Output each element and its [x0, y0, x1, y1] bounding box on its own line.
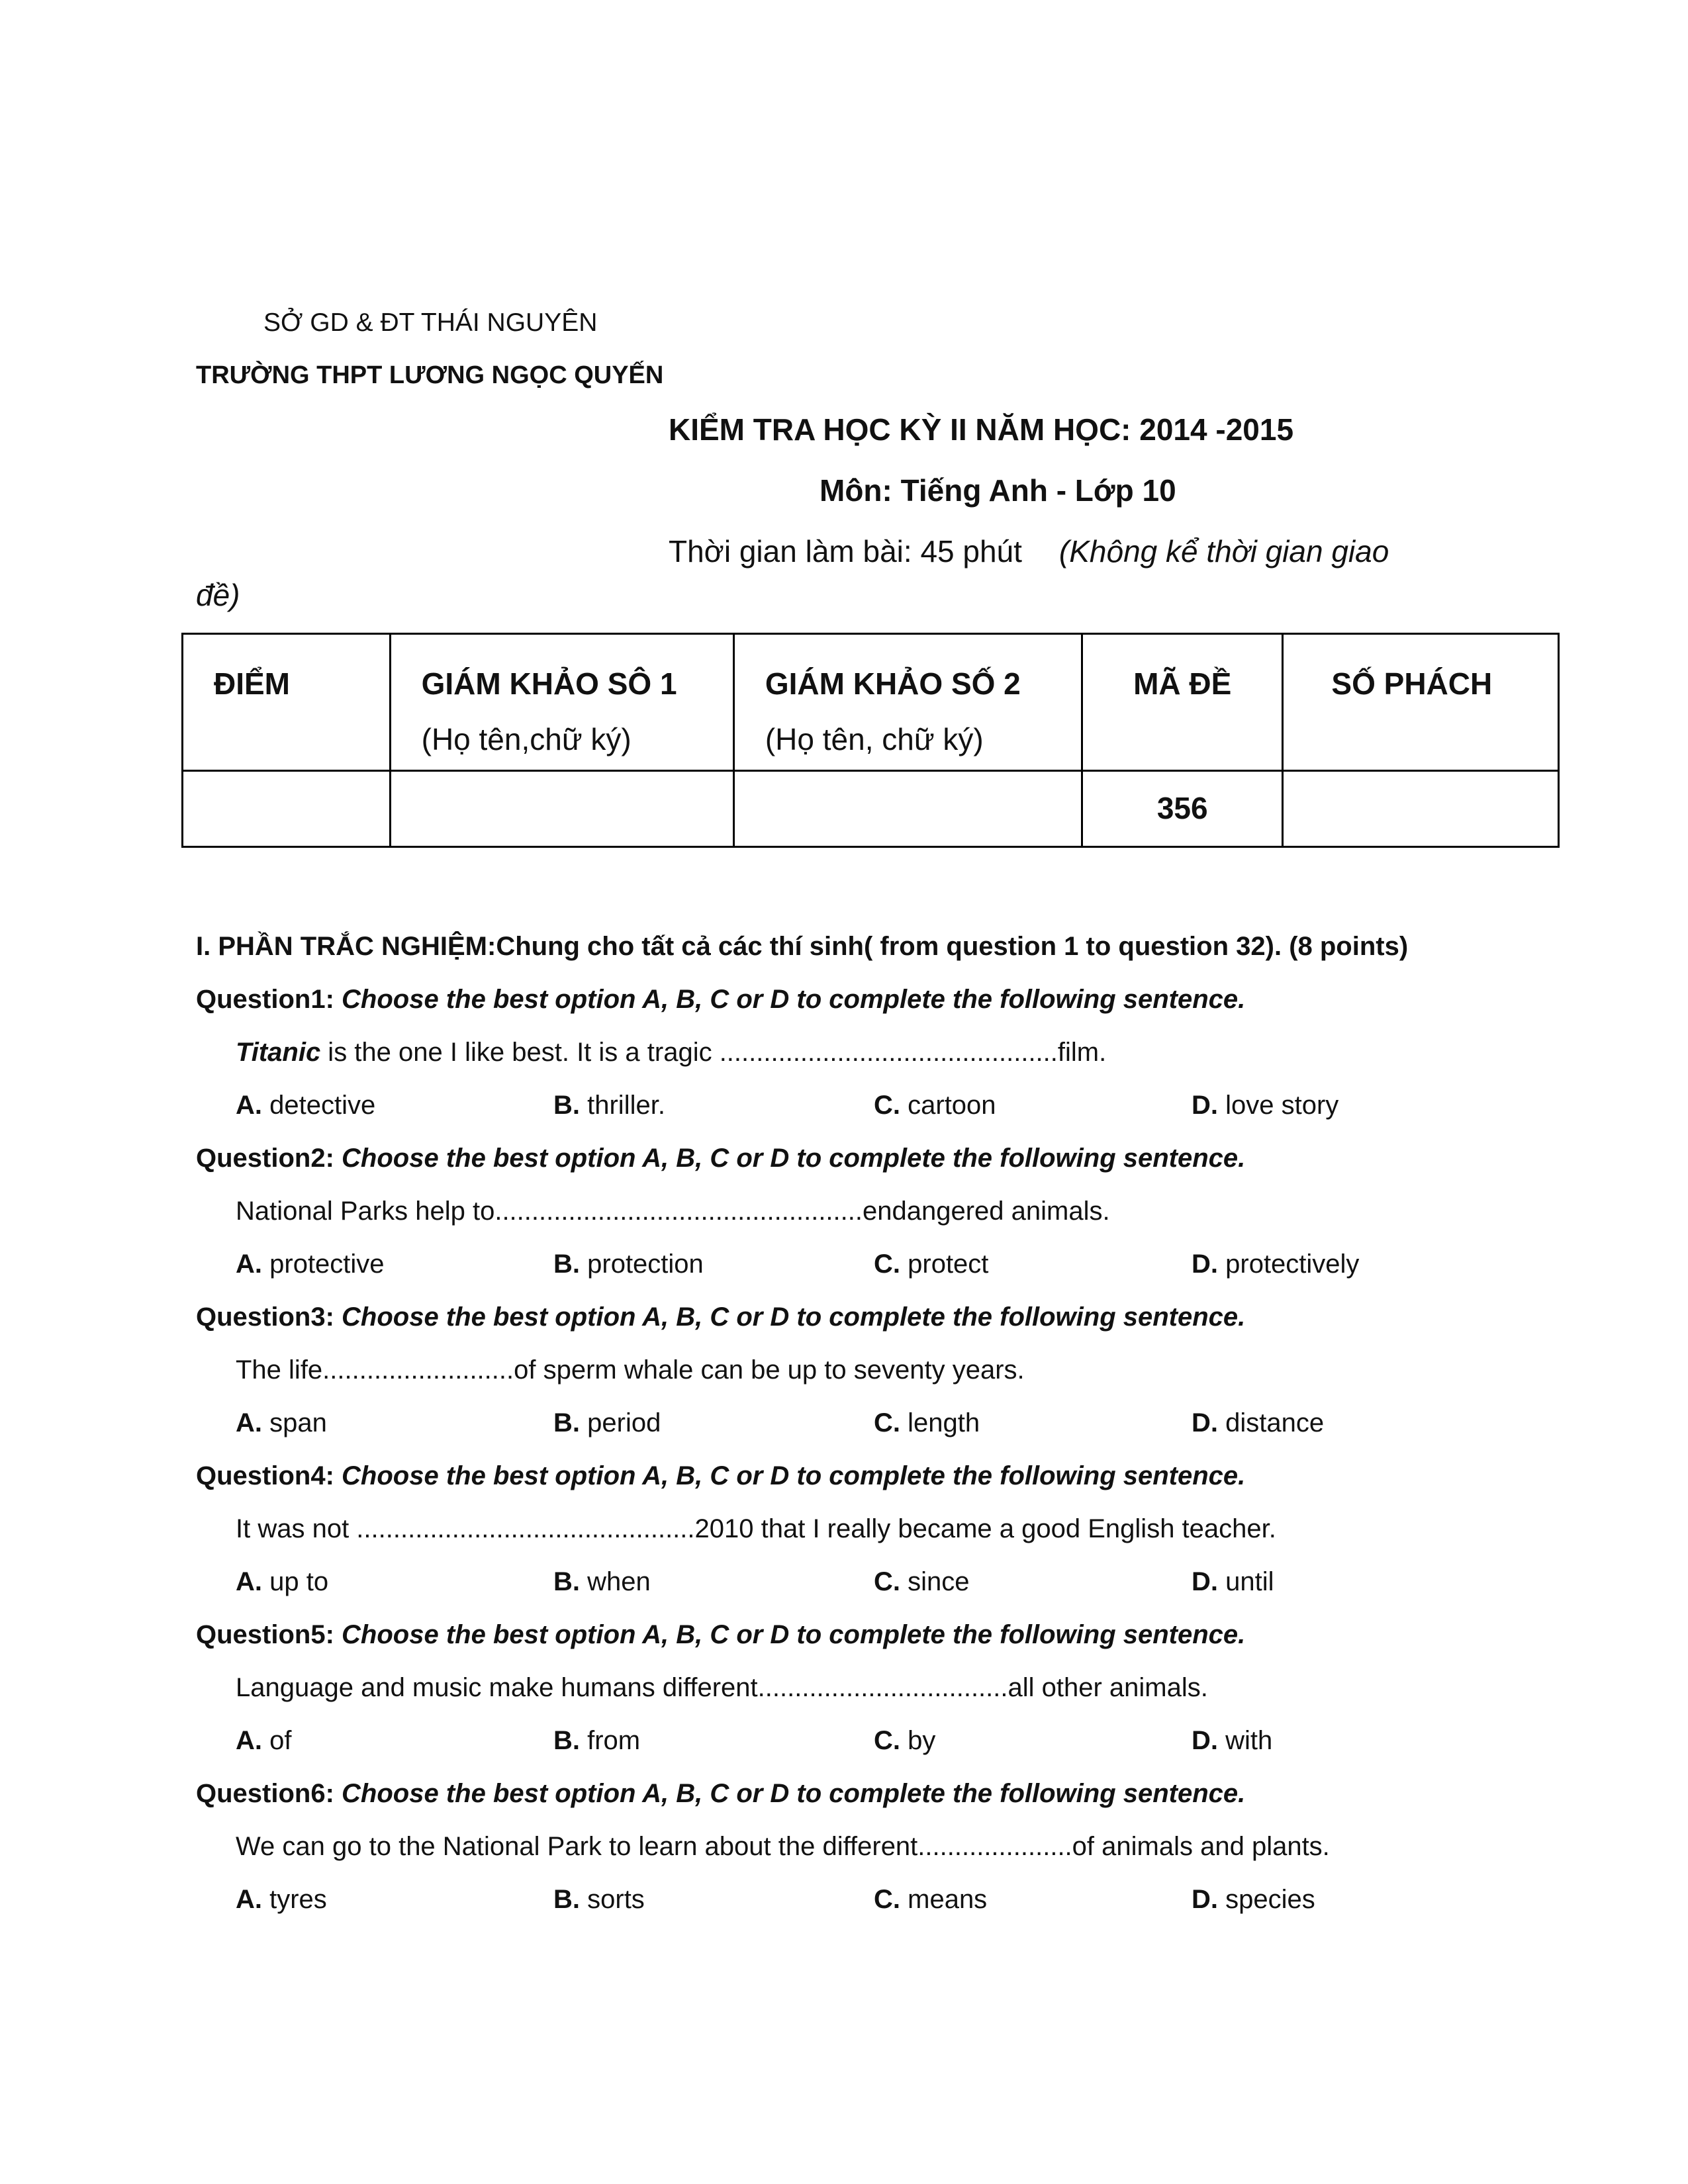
question-text [236, 1039, 1106, 1066]
examiner2-header-label: GIÁM KHẢO SỐ 2 [765, 666, 1021, 701]
option-c: C. since [874, 1567, 970, 1596]
serial-value-cell [1283, 771, 1559, 847]
question-label: Question3: [196, 1302, 334, 1332]
examiner1-header-cell [390, 634, 733, 771]
option-a: A. span [236, 1408, 327, 1437]
question-text [236, 1674, 1208, 1701]
score-value-cell [183, 771, 391, 847]
option-d: D. with [1192, 1726, 1273, 1755]
question-heading [196, 1145, 1245, 1171]
question-heading [196, 1780, 1245, 1807]
exam-code-header-label: MÃ ĐỀ [1133, 666, 1232, 701]
option-c: C. means [874, 1885, 988, 1914]
question-text-body: Language and music make humans different..................................all other animals. [236, 1673, 1208, 1702]
time-note: (Không kể thời gian giao [1058, 534, 1389, 569]
section-title: I. PHẦN TRẮC NGHIỆM:Chung cho tất cả các thí sinh( from question 1 to question 32). (8 points) [196, 932, 1409, 961]
exam-code-value-cell [1082, 771, 1282, 847]
option-d: D. distance [1192, 1408, 1325, 1437]
question-heading [196, 986, 1245, 1013]
question-heading [196, 1304, 1245, 1330]
score-header-cell [183, 634, 391, 771]
examiner2-header-sub: (Họ tên, chữ ký) [765, 721, 984, 756]
option-a: A. up to [236, 1567, 329, 1596]
department-name: SỞ GD & ĐT THÁI NGUYÊN [263, 308, 598, 337]
option-c: C. by [874, 1726, 936, 1755]
time-note-continued: đề) [196, 578, 240, 612]
question-text [236, 1357, 1025, 1383]
option-d: D. protectively [1192, 1250, 1360, 1279]
option-b: B. thriller. [553, 1091, 665, 1120]
question-text [236, 1198, 1110, 1224]
exam-time [669, 536, 1389, 567]
option-c: C. cartoon [874, 1091, 996, 1120]
question-heading [196, 1621, 1245, 1648]
question-text-body: is the one I like best. It is a tragic ..............................................film. [320, 1038, 1107, 1067]
examiner1-header-sub: (Họ tên,chữ ký) [421, 721, 632, 756]
question-label: Question4: [196, 1461, 334, 1490]
question-instruction: Choose the best option A, B, C or D to complete the following sentence. [342, 1302, 1246, 1332]
question-label: Question6: [196, 1779, 334, 1808]
question-text-body: The life..........................of sperm whale can be up to seventy years. [236, 1355, 1025, 1385]
option-b: B. from [553, 1726, 641, 1755]
question-instruction: Choose the best option A, B, C or D to complete the following sentence. [342, 1461, 1246, 1490]
question-label: Question2: [196, 1144, 334, 1173]
question-text-body: National Parks help to..................................................endangered animals. [236, 1197, 1110, 1226]
question-text [236, 1516, 1276, 1542]
score-table-value-row [183, 771, 1559, 847]
time-label: Thời gian làm bài: 45 phút [669, 534, 1022, 569]
score-header-label: ĐIỂM [214, 666, 290, 701]
exam-subject: Môn: Tiếng Anh - Lớp 10 [820, 473, 1176, 508]
examiner2-value-cell [733, 771, 1082, 847]
question-text-body: It was not ..............................................2010 that I really became a good English teacher. [236, 1514, 1276, 1543]
question-label: Question1: [196, 985, 334, 1014]
question-text-emphasis: Titanic [236, 1038, 321, 1067]
question-instruction: Choose the best option A, B, C or D to complete the following sentence. [342, 1144, 1246, 1173]
score-table-header-row [183, 634, 1559, 771]
question-text [236, 1833, 1330, 1860]
serial-header-cell [1283, 634, 1559, 771]
option-d: D. species [1192, 1885, 1315, 1914]
question-instruction: Choose the best option A, B, C or D to complete the following sentence. [342, 1779, 1246, 1808]
option-a: A. detective [236, 1091, 376, 1120]
examiner2-header-cell [733, 634, 1082, 771]
question-text-body: We can go to the National Park to learn about the different.....................of animals and plants. [236, 1832, 1330, 1861]
option-b: B. protection [553, 1250, 704, 1279]
examiner1-value-cell [390, 771, 733, 847]
option-d: D. until [1192, 1567, 1274, 1596]
option-b: B. when [553, 1567, 651, 1596]
question-instruction: Choose the best option A, B, C or D to complete the following sentence. [342, 985, 1246, 1014]
option-d: D. love story [1192, 1091, 1339, 1120]
option-c: C. protect [874, 1250, 989, 1279]
exam-title: KIỂM TRA HỌC KỲ II NĂM HỌC: 2014 -2015 [669, 412, 1294, 447]
question-heading [196, 1463, 1245, 1489]
option-b: B. period [553, 1408, 661, 1437]
exam-code-header-cell [1082, 634, 1282, 771]
examiner1-header-label: GIÁM KHẢO SÔ 1 [421, 666, 677, 701]
option-c: C. length [874, 1408, 980, 1437]
school-name: TRƯỜNG THPT LƯƠNG NGỌC QUYẾN [196, 361, 664, 389]
score-table [181, 633, 1560, 848]
option-a: A. tyres [236, 1885, 327, 1914]
option-a: A. protective [236, 1250, 385, 1279]
serial-header-label: SỐ PHÁCH [1331, 666, 1493, 701]
option-a: A. of [236, 1726, 292, 1755]
question-label: Question5: [196, 1620, 334, 1649]
exam-code-value: 356 [1156, 791, 1208, 825]
question-instruction: Choose the best option A, B, C or D to complete the following sentence. [342, 1620, 1246, 1649]
option-b: B. sorts [553, 1885, 645, 1914]
